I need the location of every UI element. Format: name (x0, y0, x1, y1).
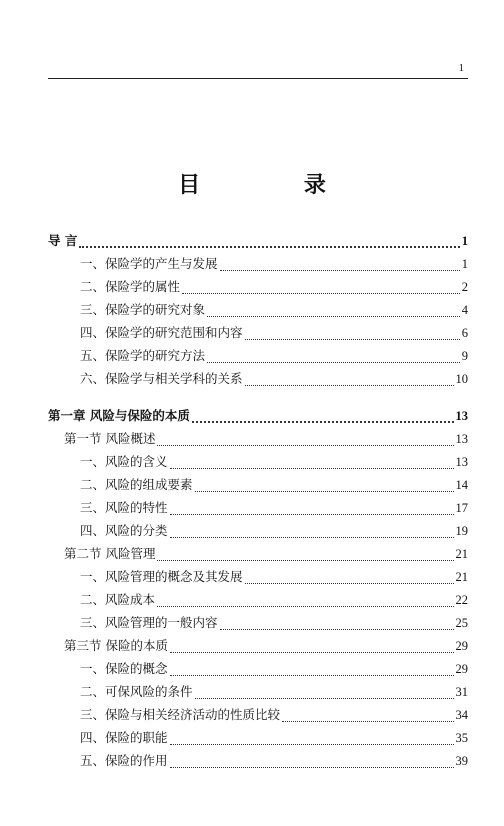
dot-leader (157, 445, 453, 446)
toc-entry-page: 13 (455, 409, 468, 423)
toc-entry-label: 二、保险学的属性 (80, 279, 181, 294)
toc-entry (48, 475, 468, 498)
toc-entry (48, 300, 468, 323)
dot-leader (192, 421, 454, 423)
toc-entry-label: 六、保险学与相关学科的关系 (80, 371, 243, 386)
dot-leader (170, 537, 454, 538)
toc-entry-page: 21 (455, 547, 468, 561)
toc-entry-label: 二、风险的组成要素 (80, 477, 193, 492)
toc-entry-page: 1 (461, 234, 468, 248)
toc-entry (48, 498, 468, 521)
dot-leader (157, 560, 453, 561)
toc-entry-label: 二、可保风险的条件 (80, 684, 193, 699)
dot-leader (182, 293, 460, 294)
toc-entry-label: 二、风险成本 (80, 592, 156, 607)
dot-leader (170, 652, 454, 653)
toc-entry (48, 231, 468, 254)
toc-entry-label: 导 言 (48, 233, 78, 248)
toc-entry-page: 22 (455, 593, 468, 607)
header-rule (48, 78, 468, 79)
dot-leader (170, 514, 454, 515)
toc-entry-page: 13 (455, 455, 468, 469)
dot-leader (195, 491, 454, 492)
dot-leader (220, 629, 454, 630)
toc-entry-label: 三、保险与相关经济活动的性质比较 (80, 707, 281, 722)
toc-entry-page: 34 (455, 708, 468, 722)
section-gap (48, 392, 468, 406)
toc-entry-label: 一、风险的含义 (80, 454, 168, 469)
dot-leader (245, 339, 460, 340)
toc-entry (48, 544, 468, 567)
toc-entry-page: 13 (455, 432, 468, 446)
dot-leader (170, 767, 454, 768)
toc-entry-label: 一、风险管理的概念及其发展 (80, 569, 243, 584)
toc-entry-page: 2 (461, 280, 468, 294)
toc-entry-page: 14 (455, 478, 468, 492)
toc-entry (48, 659, 468, 682)
toc-entry (48, 429, 468, 452)
dot-leader (282, 721, 453, 722)
toc-entry-page: 39 (455, 754, 468, 768)
toc-entry-label: 五、保险的作用 (80, 753, 168, 768)
toc-entry-label: 四、保险学的研究范围和内容 (80, 325, 243, 340)
dot-leader (245, 583, 454, 584)
toc-entry (48, 567, 468, 590)
toc-entry (48, 682, 468, 705)
toc-entry (48, 323, 468, 346)
toc-entry-label: 第三节 保险的本质 (64, 638, 168, 653)
toc-entry-page: 31 (455, 685, 468, 699)
toc-entry-page: 9 (461, 349, 468, 363)
toc-entry-label: 第一节 风险概述 (64, 431, 156, 446)
toc-entry (48, 277, 468, 300)
toc-entry (48, 521, 468, 544)
table-of-contents (48, 231, 468, 774)
toc-entry (48, 254, 468, 277)
toc-entry (48, 613, 468, 636)
dot-leader (157, 606, 453, 607)
toc-entry (48, 452, 468, 475)
toc-entry-page: 25 (455, 616, 468, 630)
dot-leader (207, 316, 460, 317)
toc-entry-label: 四、保险的职能 (80, 730, 168, 745)
toc-entry (48, 728, 468, 751)
dot-leader (220, 270, 460, 271)
dot-leader (195, 698, 454, 699)
toc-entry-page: 10 (455, 372, 468, 386)
toc-entry-page: 29 (455, 639, 468, 653)
toc-entry-label: 三、风险管理的一般内容 (80, 615, 218, 630)
toc-entry-page: 4 (461, 303, 468, 317)
dot-leader (207, 362, 460, 363)
toc-entry (48, 590, 468, 613)
toc-entry-label: 三、保险学的研究对象 (80, 302, 206, 317)
dot-leader (170, 744, 454, 745)
toc-entry (48, 369, 468, 392)
toc-entry-page: 1 (461, 257, 468, 271)
dot-leader (170, 675, 454, 676)
toc-entry-page: 21 (455, 570, 468, 584)
toc-entry-label: 五、保险学的研究方法 (80, 348, 206, 363)
page-number: 1 (458, 62, 464, 74)
toc-entry-page: 6 (461, 326, 468, 340)
toc-entry-page: 35 (455, 731, 468, 745)
toc-entry-label: 第二节 风险管理 (64, 546, 156, 561)
toc-entry-label: 三、风险的特性 (80, 500, 168, 515)
toc-entry (48, 705, 468, 728)
toc-entry-page: 17 (455, 501, 468, 515)
dot-leader (170, 468, 454, 469)
toc-entry-label: 一、保险的概念 (80, 661, 168, 676)
dot-leader (245, 385, 454, 386)
toc-entry-page: 19 (455, 524, 468, 538)
toc-entry (48, 346, 468, 369)
toc-entry-label: 四、风险的分类 (80, 523, 168, 538)
toc-entry-label: 一、保险学的产生与发展 (80, 256, 218, 271)
dot-leader (79, 246, 459, 248)
toc-entry-page: 29 (455, 662, 468, 676)
toc-entry (48, 751, 468, 774)
page-title: 目 录 (178, 173, 374, 198)
toc-entry (48, 636, 468, 659)
toc-entry-label: 第一章 风险与保险的本质 (48, 408, 190, 423)
toc-entry (48, 406, 468, 429)
